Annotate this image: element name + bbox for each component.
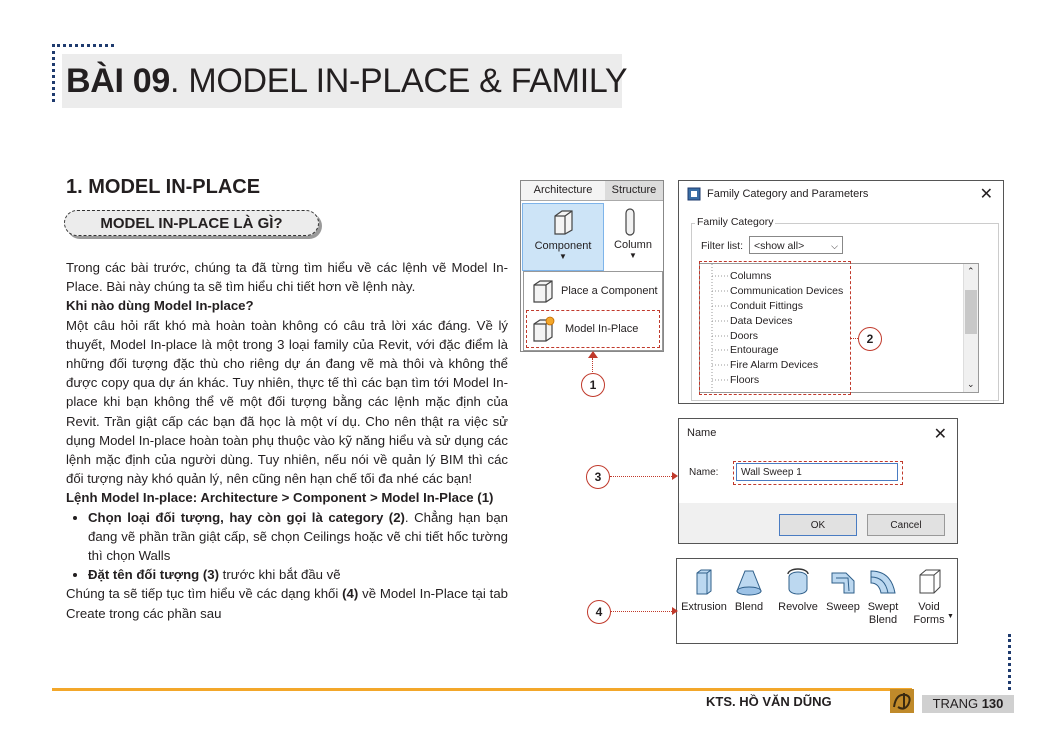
extrusion-icon: [691, 567, 717, 597]
callout-2: 2: [858, 327, 882, 351]
close-icon[interactable]: ✕: [979, 186, 993, 203]
callout-leader: [850, 338, 858, 339]
column-label[interactable]: Column: [614, 239, 652, 251]
tool-label: Void Forms: [913, 601, 945, 626]
dropdown-icon: ▼: [559, 252, 567, 261]
tool-label: Extrusion: [681, 601, 727, 613]
page-number: 130: [981, 696, 1004, 711]
author-name: KTS. HỒ VĂN DŨNG: [706, 694, 832, 709]
dialog-title: Name: [687, 427, 717, 439]
list-item[interactable]: Fire Alarm Devices: [730, 359, 819, 371]
name-input[interactable]: [736, 463, 898, 481]
step-bold: Chọn loại đối tượng, hay còn gọi là category (2): [88, 509, 405, 525]
name-label: Name:: [689, 467, 719, 478]
chevron-up-icon[interactable]: ⌃: [967, 266, 975, 276]
list-item[interactable]: Floors: [730, 374, 760, 386]
list-item[interactable]: Entourage: [730, 344, 779, 356]
explanation-paragraph: Một câu hỏi rất khó mà hoàn toàn không có câu trả lời xác đáng. Về lý thuyết, Model In-place là một trong 3 loại family của Revit, với đặc điểm là những đối tượng đặc thù cho riêng dự án đang vẽ mà thôi và không thể được copy qua dự án khác. Tuy nhiên, thực tế thì các bạn tìm tới Model In-place khi bạn không thể vẽ một đối tượng bằng các lệnh mặc định của Revit. Trần giật cấp các bạn đã học là một ví dụ. Cho nên thật ra việc sử dụng Model In-place hoàn toàn phụ thuộc vào kỹ năng hiểu và sử dụng các lệnh mặc định của người dùng. Tuy nhiên, nếu nói về quản lý BIM thì các đối tượng này khó quản lý, nên cũng nên hạn chế tối đa nhé các bạn!: [66, 317, 508, 487]
list-item[interactable]: Doors: [730, 330, 759, 342]
swept-blend-icon: [867, 567, 899, 597]
filter-label: Filter list:: [701, 240, 743, 252]
question-heading: Khi nào dùng Model In-place?: [66, 298, 254, 314]
callout-arrow: [588, 351, 598, 358]
callout-leader: [611, 611, 672, 612]
tool-label: Revolve: [778, 601, 818, 613]
component-button[interactable]: [522, 203, 604, 271]
ribbon-architecture-panel: [520, 180, 664, 352]
revolve-button[interactable]: [775, 567, 821, 614]
dropdown-icon[interactable]: ▼: [947, 613, 954, 620]
callout-arrow: [672, 472, 678, 480]
place-component-icon: [530, 278, 556, 304]
lesson-number: BÀI 09: [66, 62, 171, 100]
list-item: [88, 508, 508, 566]
filter-select[interactable]: [749, 236, 843, 254]
callout-leader: [592, 358, 593, 372]
step-text: . Chẳng hạn bạn đang vẽ phần trần giật cấp, sẽ chọn Ceilings hoặc vẽ chi tiết hốc tường thì chọn Walls: [88, 509, 508, 564]
lesson-title: . MODEL IN-PLACE & FAMILY: [170, 62, 628, 100]
menu-item-model-in-place[interactable]: [526, 310, 660, 348]
closing-text: Chúng ta sẽ tiếp tục tìm hiểu về các dạng khối: [66, 586, 343, 602]
close-icon[interactable]: ✕: [933, 426, 947, 443]
scrollbar[interactable]: [963, 264, 978, 392]
steps-list: [66, 508, 508, 585]
list-item[interactable]: Communication Devices: [730, 285, 844, 297]
decorative-dots-right: [1008, 634, 1011, 690]
cancel-button[interactable]: Cancel: [867, 514, 945, 536]
forms-ribbon: [676, 558, 958, 644]
step-bold: Đặt tên đối tượng (3): [88, 567, 220, 583]
page-number-box: [922, 695, 1014, 713]
tool-label: Sweep: [826, 601, 860, 613]
logo-icon: [890, 689, 914, 713]
closing-text-end: về Model In-Place tại tab Create trong các phần sau: [66, 586, 508, 621]
dropdown-icon: ▼: [629, 251, 637, 260]
highlight-box: [699, 261, 851, 395]
page-title: [66, 60, 627, 102]
list-item: [88, 565, 508, 584]
chevron-down-icon[interactable]: ⌄: [967, 379, 975, 389]
step-text: trước khi bắt đầu vẽ: [219, 567, 341, 583]
tab-structure[interactable]: Structure: [605, 181, 663, 201]
chevron-down-icon: ⌵: [831, 241, 838, 251]
extrusion-button[interactable]: [681, 567, 727, 614]
tool-label: Blend: [734, 601, 764, 613]
menu-label: Place a Component: [561, 285, 658, 297]
scroll-thumb[interactable]: [965, 290, 977, 334]
name-value: Wall Sweep 1: [741, 467, 802, 478]
callout-arrow: [672, 607, 678, 615]
component-menu: [523, 271, 663, 351]
callout-leader: [610, 476, 672, 477]
swept-blend-button[interactable]: [861, 567, 905, 627]
closing-paragraph: [66, 584, 508, 622]
model-in-place-icon: [530, 315, 560, 343]
column-icon: [623, 207, 637, 237]
callout-1: 1: [581, 373, 605, 397]
command-path: Lệnh Model In-place: Architecture > Component > Model In-Place (1): [66, 490, 494, 506]
revit-icon: [687, 187, 701, 201]
sweep-button[interactable]: [823, 567, 863, 614]
body-text: [66, 258, 508, 623]
decorative-dots-left: [52, 44, 55, 102]
dialog-title-text: Family Category and Parameters: [707, 188, 869, 200]
component-icon: [550, 208, 576, 236]
decorative-dots-top: [52, 44, 114, 47]
callout-3: 3: [586, 465, 610, 489]
sweep-icon: [828, 567, 858, 597]
menu-label: Model In-Place: [565, 323, 639, 335]
list-item[interactable]: Columns: [730, 270, 772, 282]
revolve-icon: [783, 567, 813, 597]
void-forms-icon: [914, 567, 944, 597]
section-heading: 1. MODEL IN-PLACE: [66, 176, 261, 198]
group-label: Family Category: [697, 216, 774, 228]
list-item[interactable]: Conduit Fittings: [730, 300, 803, 312]
blend-button[interactable]: [731, 567, 767, 614]
callout-4: 4: [587, 600, 611, 624]
tab-architecture[interactable]: Architecture: [521, 181, 606, 201]
page-label: TRANG: [932, 696, 979, 711]
subheading-pill: MODEL IN-PLACE LÀ GÌ?: [64, 210, 319, 236]
name-dialog: [678, 418, 958, 544]
blend-icon: [734, 567, 764, 597]
family-category-dialog: [678, 180, 1004, 404]
intro-paragraph: Trong các bài trước, chúng ta đã từng tìm hiểu về các lệnh vẽ Model In-Place. Bài này chúng ta sẽ tìm hiểu chi tiết hơn về lệnh này.: [66, 260, 508, 295]
dialog-title: [687, 187, 868, 201]
void-forms-button[interactable]: [907, 567, 951, 627]
list-item[interactable]: Data Devices: [730, 315, 793, 327]
menu-item-place-component[interactable]: [530, 275, 658, 307]
ok-button[interactable]: OK: [779, 514, 857, 536]
component-label: Component: [534, 240, 592, 252]
filter-value: <show all>: [754, 240, 805, 252]
footer-rule: [52, 688, 912, 691]
closing-ref: (4): [342, 586, 359, 602]
tool-label: Swept Blend: [867, 601, 899, 626]
